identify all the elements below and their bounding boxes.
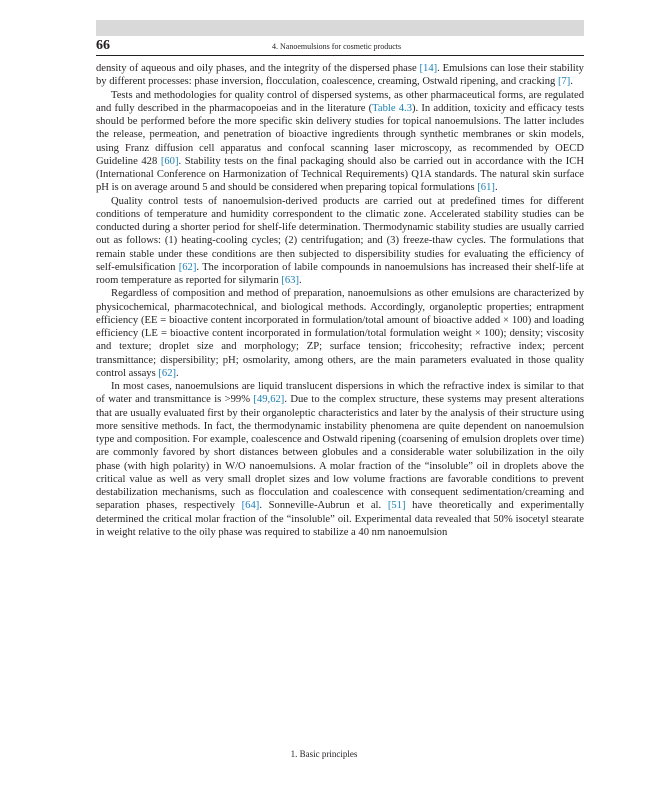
header-bar	[96, 20, 584, 36]
text-run: Regardless of composition and method of preparation, nanoemulsions as other emulsions are characterized by physicochemical, pharmacotechnical, and biological methods. Accordingly, organoleptic properties; entrapment efficiency (EE = bioactive content incorporated in formulation/total amount of bioactive added × 100) and loading efficiency (LE = bioactive content incorporated in formulation/total formulation weight × 100); density; viscosity and texture; droplet size and morphology; ZP; surface tension; friccohesity; refractive index; percent transmittance; dispersibility; pH; osmolarity, among others, are the main parameters evaluated in those quality control assays	[96, 288, 584, 379]
text-run: . The incorporation of labile compounds in nanoemulsions has increased their shelf-life at room temperature as reported for silymarin	[96, 261, 584, 286]
citation-link[interactable]: [14]	[419, 63, 438, 74]
citation-link[interactable]: [49,62]	[253, 394, 285, 406]
text-run: . Emulsions can lose their stability by different processes: phase inversion, flocculation, coalescence, creaming, Ostwald ripening, and cracking	[96, 63, 584, 88]
citation-link[interactable]: [61]	[477, 182, 495, 194]
text-run: Quality control tests of nanoemulsion-derived products are carried out at predefined times for different conditions of temperature and humidity correspondent to the climatic zone. Accelerated stability studies can be conducted during a shorter period for shelf-life determination. Thermodynamic stability studies are usually carried out as follows: (1) heating-cooling cycles; (2) centrifugation; and (3) freeze-thaw cycles. The formulations that remain stable under these conditions are then subjected to dispersibility studies for evaluating the efficiency of self-emulsification	[96, 195, 584, 273]
text-run: have theoretically and experimentally determined the critical molar fraction of the “insoluble” oil. Experimental data revealed that 50% isocetyl stearate in weight relative to the oily phase was required to stabilize a 40 nm nanoemulsion	[96, 500, 584, 538]
text-run: Tests and methodologies for quality control of dispersed systems, as other pharmaceutical forms, are regulated and fully described in the pharmacopoeias and in the literature (	[96, 89, 584, 114]
text-run: .	[570, 76, 573, 88]
text-run: .	[176, 367, 179, 379]
citation-link[interactable]: [60]	[160, 155, 179, 167]
citation-link[interactable]: [64]	[241, 500, 260, 512]
citation-link[interactable]: [63]	[281, 275, 299, 286]
paragraph	[96, 287, 584, 380]
text-run: .	[494, 182, 498, 194]
paragraph	[96, 195, 584, 288]
citation-link[interactable]: [51]	[387, 500, 406, 512]
citation-link[interactable]: [7]	[557, 76, 571, 88]
citation-link[interactable]: [62]	[178, 261, 197, 273]
text-run: . Due to the complex structure, these systems may present alterations that are usually evaluated first by their organoleptic characteristics and later by the analysis of their structure using more sensitive methods. In fact, the thermodynamic instability phenomena are quite dependent on nanoemulsion type and composition. For example, coalescence and Ostwald ripening (coarsening of emulsion droplets over time) are commonly favored by short distances between globules and a considerable water solubilization in the oily phase (with high polarity) in W/O nanoemulsions. A molar fraction of the “insoluble” oil in droplets above the critical value as well as very small droplet sizes and low volume fractions are favorable conditions to prevent destabilization mechanisms, such as flocculation and coalescence with consequent sedimentation/creaming and separation phases, respectively	[96, 394, 584, 512]
paragraph	[96, 62, 584, 89]
text-run: In most cases, nanoemulsions are liquid translucent dispersions in which the refractive index is similar to that of water and transmittance is >99%	[96, 381, 584, 406]
body-text	[96, 62, 584, 539]
text-run: ). In addition, toxicity and efficacy tests should be performed before the more specific skin delivery studies for topical nanoemulsions. The latter includes the release, permeation, and penetration of bioactive ingredients through synthetic membranes or skin models, using Franz diffusion cell apparatus and confocal scanning laser microscopy, as recommended by OECD Guideline 428	[96, 102, 584, 167]
footer-section-label: 1. Basic principles	[290, 749, 358, 759]
citation-link[interactable]: [62]	[158, 367, 177, 379]
text-run: . Sonneville-Aubrun et al.	[259, 500, 388, 512]
citation-link[interactable]: Table 4.3	[372, 102, 412, 114]
header-rule	[96, 55, 584, 56]
paragraph	[96, 380, 584, 539]
text-run: .	[298, 275, 302, 286]
paragraph	[96, 89, 584, 195]
text-run: density of aqueous and oily phases, and the integrity of the dispersed phase	[96, 63, 420, 74]
page-number: 66	[96, 38, 110, 53]
running-head: 4. Nanoemulsions for cosmetic products	[272, 42, 402, 51]
text-run: . Stability tests on the final packaging should also be carried out in accordance with the ICH (International Conference on Harmonization of Technical Requirements) Q1A standards. The natural skin surface pH is on average around 5 and should be considered when preparing topical formulations	[96, 155, 584, 194]
